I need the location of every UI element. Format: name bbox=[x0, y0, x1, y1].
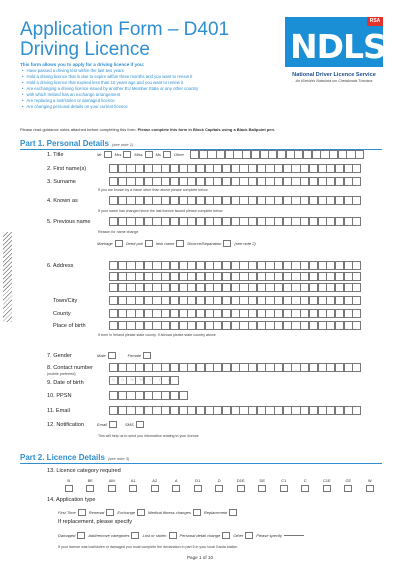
category-label: D1 bbox=[195, 478, 201, 483]
label-application-type: 14. Application type bbox=[47, 497, 96, 503]
reason-deed-poll[interactable]: Deed poll bbox=[126, 240, 153, 247]
category-label: W bbox=[367, 478, 372, 483]
bullet-item: • Are replacing a lost/stolen or damaged licence bbox=[22, 98, 292, 104]
gender-options bbox=[97, 352, 154, 359]
title-options bbox=[97, 151, 187, 158]
category-label: A1 bbox=[130, 478, 136, 483]
character-box[interactable] bbox=[352, 164, 361, 173]
category-labels bbox=[58, 478, 381, 483]
category-a2-checkbox[interactable] bbox=[151, 485, 159, 492]
bullet-item: • Have passed a driving test within the last two years bbox=[22, 68, 292, 74]
part1-title-text: Part 1. Personal Details bbox=[20, 139, 109, 148]
category-label: A2 bbox=[152, 478, 158, 483]
app-type-replacement-checkbox[interactable] bbox=[229, 509, 237, 516]
guidance-prefix: Please read guidance notes attached before completing this form. bbox=[20, 127, 137, 132]
category-label: AM bbox=[108, 478, 115, 483]
service-name-irish: An tSeirbhís Náisiúnta um Cheadúnais Tiomána bbox=[295, 79, 373, 83]
category-a1-checkbox[interactable] bbox=[129, 485, 137, 492]
label-surname: 3. Surname bbox=[47, 179, 76, 185]
rsa-badge: RSA bbox=[367, 17, 383, 26]
reason-irish-name-checkbox[interactable] bbox=[176, 240, 184, 247]
bullet-item: • Are exchanging a driving licence issued by another EU Member State or any other country bbox=[22, 86, 292, 92]
notify-hint: This will help us to send you information relating to your licence bbox=[98, 434, 199, 438]
part2-title-text: Part 2. Licence Details bbox=[20, 453, 105, 462]
character-box[interactable] bbox=[352, 196, 361, 205]
county-boxes[interactable] bbox=[109, 309, 361, 318]
category-label: CE bbox=[345, 478, 352, 483]
gender-female-checkbox[interactable] bbox=[143, 352, 151, 359]
app-type-exchange-checkbox[interactable] bbox=[137, 509, 145, 516]
replace-add-remove-checkbox[interactable] bbox=[131, 532, 139, 539]
replace-lost[interactable]: Lost or stolen bbox=[142, 532, 176, 539]
title-mr-checkbox[interactable] bbox=[104, 151, 112, 158]
replace-damaged-checkbox[interactable] bbox=[77, 532, 85, 539]
label-previous-name: 5. Previous name bbox=[47, 219, 91, 225]
previous-name-boxes[interactable] bbox=[109, 217, 361, 226]
bullet-item: • Are changing personal details on your current licence bbox=[22, 104, 292, 110]
category-d-checkbox[interactable] bbox=[215, 485, 223, 492]
app-type-exchange[interactable]: Exchange bbox=[117, 509, 145, 516]
title-option-other[interactable]: Other bbox=[173, 152, 184, 157]
title-option-miss[interactable]: Miss bbox=[134, 151, 152, 158]
title-ms-checkbox[interactable] bbox=[163, 151, 171, 158]
reason-options bbox=[97, 240, 259, 247]
app-type-first-time-checkbox[interactable] bbox=[78, 509, 86, 516]
category-b-checkbox[interactable] bbox=[65, 485, 73, 492]
category-c-checkbox[interactable] bbox=[301, 485, 309, 492]
replace-personal-checkbox[interactable] bbox=[222, 532, 230, 539]
title-option-ms[interactable]: Ms bbox=[156, 151, 171, 158]
category-label: A bbox=[174, 478, 178, 483]
app-type-replacement[interactable]: Replacement bbox=[204, 509, 238, 516]
reason-note: (see note 2) bbox=[234, 241, 256, 246]
guidance-bold: Please complete this form in Block Capitals using a Black Ballpoint pen. bbox=[137, 127, 276, 132]
surname-boxes[interactable] bbox=[109, 177, 361, 186]
label-place-of-birth: Place of birth bbox=[53, 323, 86, 329]
title-option-mrs[interactable]: Mrs bbox=[115, 151, 132, 158]
category-label: D1E bbox=[236, 478, 245, 483]
category-a-checkbox[interactable] bbox=[172, 485, 180, 492]
service-name: National Driver Licence Service bbox=[292, 72, 376, 78]
town-city-boxes[interactable] bbox=[109, 296, 361, 305]
character-box[interactable] bbox=[352, 261, 361, 270]
label-gender: 7. Gender bbox=[47, 353, 72, 359]
address-boxes-3[interactable] bbox=[109, 283, 361, 292]
category-c1-checkbox[interactable] bbox=[280, 485, 288, 492]
category-d1-checkbox[interactable] bbox=[194, 485, 202, 492]
label-email: 11. Email bbox=[47, 408, 70, 414]
gender-female[interactable]: Female bbox=[128, 352, 151, 359]
first-names-boxes[interactable] bbox=[109, 164, 361, 173]
email-boxes[interactable] bbox=[109, 406, 361, 415]
notify-sms[interactable]: SMS bbox=[125, 421, 144, 428]
label-contact: 8. Contact number bbox=[47, 365, 94, 371]
category-w-checkbox[interactable] bbox=[366, 485, 374, 492]
hint-birth: If born in Ireland please state county. If abroad please state country above bbox=[98, 333, 216, 337]
category-ce-checkbox[interactable] bbox=[344, 485, 352, 492]
label-ppsn: 10. PPSN bbox=[47, 393, 72, 399]
title-other-boxes[interactable] bbox=[190, 150, 364, 159]
part1-title bbox=[20, 139, 133, 148]
form-title: Application Form – D401 bbox=[20, 19, 230, 40]
bullet-item: • Hold a driving licence that expired less than 10 years ago and you want to renew it bbox=[22, 80, 292, 86]
ppsn-boxes[interactable] bbox=[109, 391, 187, 400]
character-box[interactable] bbox=[179, 391, 188, 400]
form-subtitle: Driving Licence bbox=[20, 39, 150, 60]
character-box[interactable] bbox=[352, 363, 361, 372]
character-box[interactable] bbox=[352, 309, 361, 318]
known-as-boxes[interactable] bbox=[109, 196, 361, 205]
intro-bullets bbox=[22, 68, 292, 110]
reason-divorce[interactable]: Divorce/Separation bbox=[187, 240, 231, 247]
dob-placeholder: D D M M Y Y Y Y bbox=[112, 378, 180, 382]
app-type-first-time[interactable]: First Time bbox=[58, 509, 86, 516]
category-label: C bbox=[303, 478, 307, 483]
replace-other[interactable]: Other bbox=[233, 532, 253, 539]
reason-deed-poll-checkbox[interactable] bbox=[145, 240, 153, 247]
app-type-medical-checkbox[interactable] bbox=[193, 509, 201, 516]
contact-boxes[interactable] bbox=[109, 363, 361, 372]
replace-add-remove[interactable]: Add/remove categories bbox=[88, 532, 139, 539]
app-type-renewal-checkbox[interactable] bbox=[106, 509, 114, 516]
app-type-renewal[interactable]: Renewal bbox=[89, 509, 115, 516]
character-box[interactable] bbox=[355, 150, 364, 159]
replace-other-checkbox[interactable] bbox=[245, 532, 253, 539]
label-county: County bbox=[53, 311, 71, 317]
notify-sms-checkbox[interactable] bbox=[136, 421, 144, 428]
guidance-text bbox=[20, 127, 275, 132]
bullet-item: • with which Ireland has an exchange arrangement bbox=[22, 92, 292, 98]
label-address: 6. Address bbox=[47, 263, 74, 269]
character-box[interactable] bbox=[352, 406, 361, 415]
label-dob: 9. Date of birth bbox=[47, 380, 84, 386]
category-label: DE bbox=[259, 478, 266, 483]
address-boxes-1[interactable] bbox=[109, 261, 361, 270]
label-licence-category: 13. Licence category required bbox=[47, 468, 121, 474]
replacement-options bbox=[58, 532, 307, 539]
notify-options bbox=[97, 421, 147, 428]
reason-marriage-checkbox[interactable] bbox=[115, 240, 123, 247]
gender-male[interactable]: Male bbox=[97, 352, 116, 359]
reason-irish-name[interactable]: Irish name bbox=[156, 240, 185, 247]
label-replacement: If replacement, please specify bbox=[58, 519, 132, 525]
app-type-medical[interactable]: Medical fitness changes bbox=[148, 509, 201, 516]
category-checkboxes bbox=[58, 485, 381, 492]
title-mrs-checkbox[interactable] bbox=[123, 151, 131, 158]
application-type-options bbox=[58, 509, 240, 516]
hint-known-as: If you are known by a name other than above please complete below bbox=[98, 188, 208, 192]
ndls-logo-text: NDLS bbox=[290, 27, 386, 66]
place-of-birth-boxes[interactable] bbox=[109, 321, 361, 330]
title-miss-checkbox[interactable] bbox=[145, 151, 153, 158]
category-d1e-checkbox[interactable] bbox=[237, 485, 245, 492]
category-am-checkbox[interactable] bbox=[108, 485, 116, 492]
category-label: C1 bbox=[281, 478, 287, 483]
character-box[interactable] bbox=[352, 296, 361, 305]
label-first-names: 2. First name(s) bbox=[47, 166, 87, 172]
hint-previous-name: If your name has changed since the last licence issued please complete below bbox=[98, 209, 223, 213]
category-de-checkbox[interactable] bbox=[258, 485, 266, 492]
replace-specify[interactable]: Please specify bbox=[256, 533, 304, 538]
label-title: 1. Title bbox=[47, 152, 64, 158]
character-box[interactable] bbox=[352, 217, 361, 226]
replace-lost-checkbox[interactable] bbox=[169, 532, 177, 539]
lost-note: If your licence was lost/stolen or damaged you must complete the declaration in part 6 in your local Garda station bbox=[58, 545, 238, 549]
bullet-item: • Hold a driving licence that is due to expire within three months and you want to renew it bbox=[22, 74, 292, 80]
reason-label: Reason for name change bbox=[98, 230, 139, 234]
character-box[interactable] bbox=[352, 272, 361, 281]
title-option-mr[interactable]: Mr bbox=[97, 151, 112, 158]
part2-divider bbox=[20, 463, 382, 464]
notify-email[interactable]: Email bbox=[97, 421, 117, 428]
gender-male-checkbox[interactable] bbox=[108, 352, 116, 359]
category-label: D bbox=[217, 478, 221, 483]
reason-divorce-checkbox[interactable] bbox=[223, 240, 231, 247]
replace-damaged[interactable]: Damaged bbox=[58, 532, 85, 539]
part2-note: (see note 3) bbox=[107, 456, 130, 461]
character-box[interactable] bbox=[352, 321, 361, 330]
replace-personal[interactable]: Personal detail change bbox=[180, 532, 231, 539]
intro-text: This form allows you to apply for a driving licence if you: bbox=[20, 62, 145, 67]
notify-email-checkbox[interactable] bbox=[109, 421, 117, 428]
part1-note: (see note 1) bbox=[111, 142, 134, 147]
category-be-checkbox[interactable] bbox=[86, 485, 94, 492]
category-c1e-checkbox[interactable] bbox=[323, 485, 331, 492]
label-notification: 12. Notification bbox=[47, 422, 85, 428]
perforation bbox=[3, 232, 12, 322]
reason-marriage[interactable]: Marriage bbox=[97, 240, 123, 247]
address-boxes-2[interactable] bbox=[109, 272, 361, 281]
part2-title bbox=[20, 453, 129, 462]
character-box[interactable] bbox=[352, 177, 361, 186]
label-known-as: 4. Known as bbox=[47, 198, 78, 204]
category-label: BE bbox=[87, 478, 93, 483]
category-label: B bbox=[67, 478, 71, 483]
label-town-city: Town/City bbox=[53, 298, 78, 304]
character-box[interactable] bbox=[352, 283, 361, 292]
category-label: C1E bbox=[322, 478, 331, 483]
contact-note: (mobile preferred) bbox=[47, 372, 76, 376]
page-number: Page 1 of 10 bbox=[186, 555, 214, 560]
